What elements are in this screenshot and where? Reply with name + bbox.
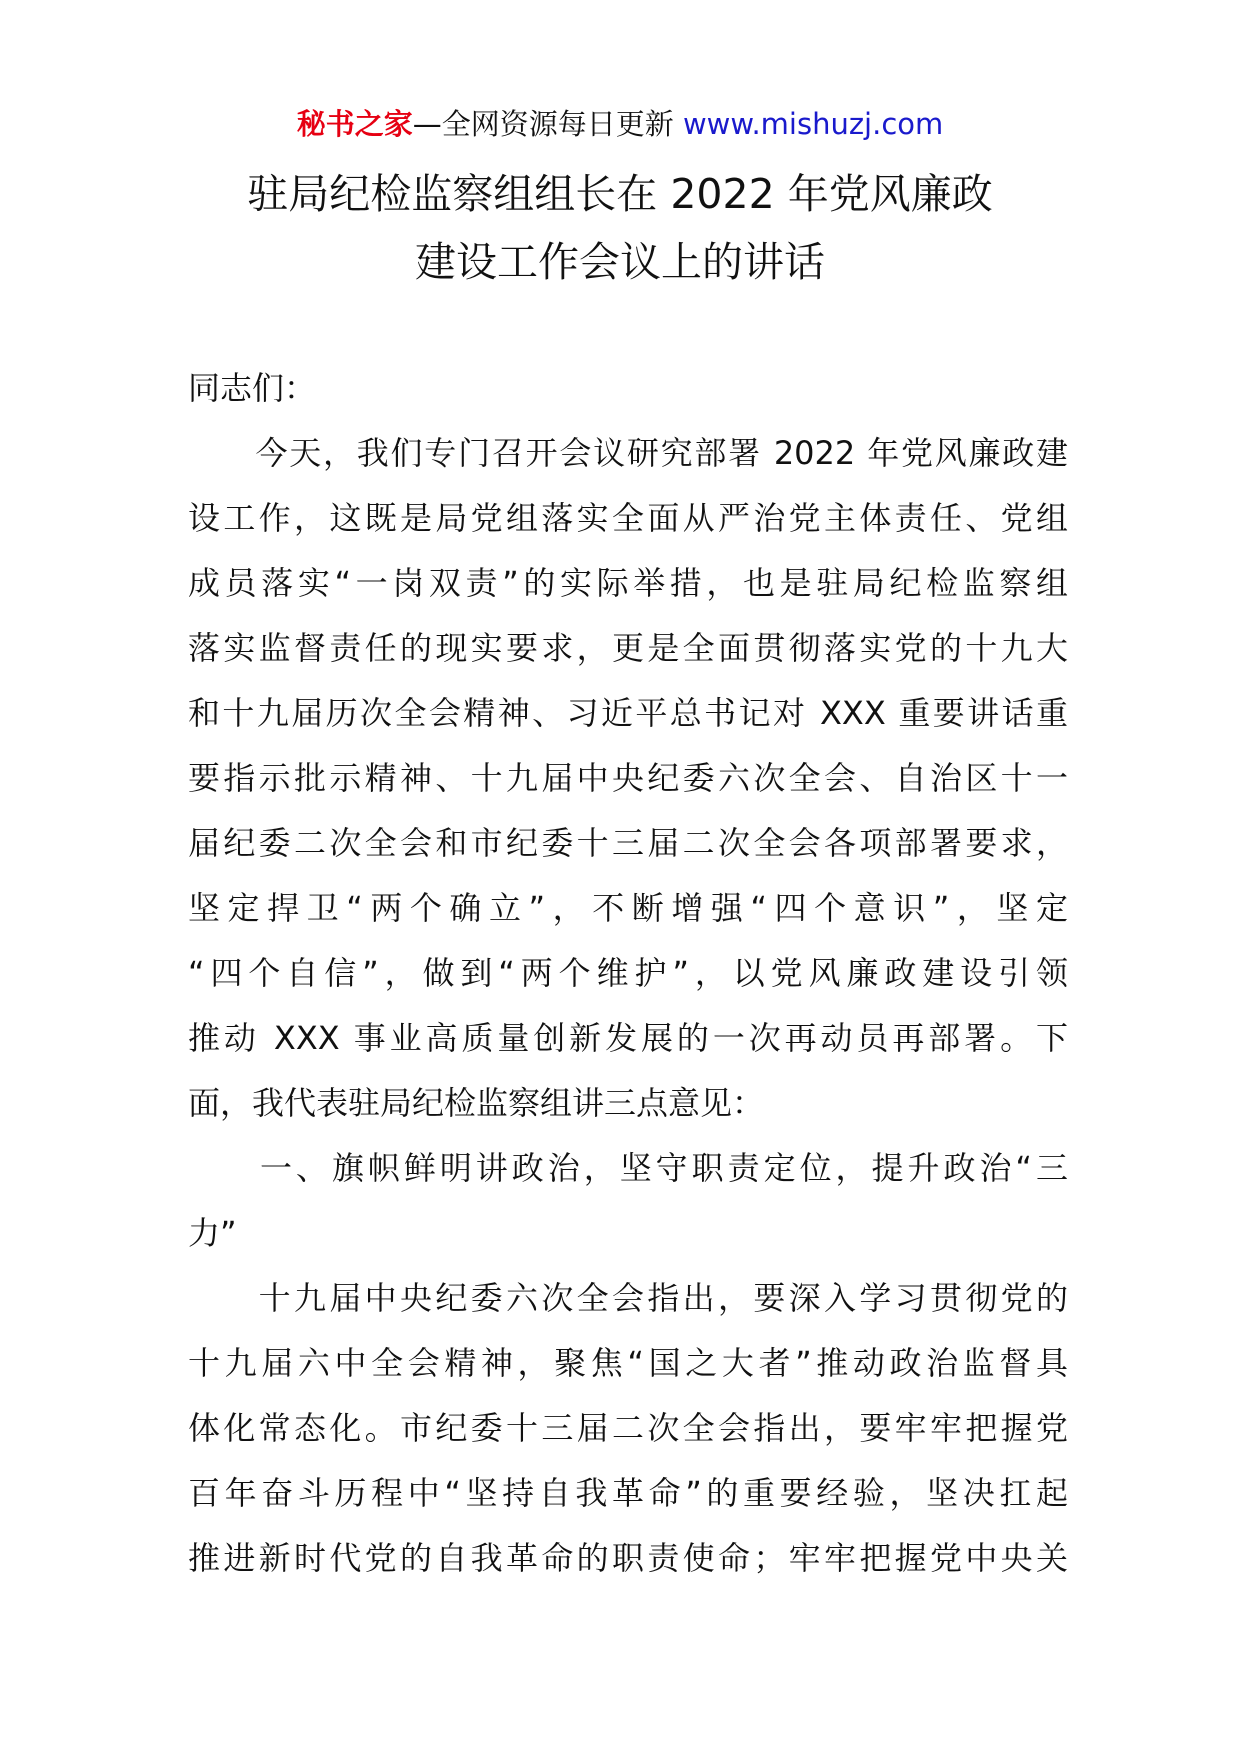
site-url-link[interactable]: www.mishuzj.com <box>682 107 944 141</box>
body-line: 百年奋斗历程中“坚持自我革命”的重要经验，坚决扛起 <box>188 1474 1068 1512</box>
body-line: 设工作，这既是局党组落实全面从严治党主体责任、党组 <box>188 499 1068 537</box>
body-line: 十九届中央纪委六次全会指出，要深入学习贯彻党的 <box>188 1279 1068 1317</box>
body-line: 推进新时代党的自我革命的职责使命；牢牢把握党中央关 <box>188 1539 1068 1577</box>
section-heading: 一、旗帜鲜明讲政治，坚守职责定位，提升政治“三 <box>188 1149 1068 1187</box>
body-line: 坚定捍卫“两个确立”，不断增强“四个意识”，坚定 <box>188 889 1068 927</box>
greeting: 同志们： <box>188 369 317 407</box>
section-heading: 力” <box>188 1214 237 1252</box>
site-banner <box>0 104 1240 144</box>
title-line: 驻局纪检监察组组长在 2022 年党风廉政 <box>247 170 993 218</box>
body-line: 推动 XXX 事业高质量创新发展的一次再动员再部署。下 <box>188 1019 1068 1057</box>
body-line: 面，我代表驻局纪检监察组讲三点意见： <box>188 1084 765 1122</box>
document-title <box>150 160 1090 296</box>
body-line: 十九届六中全会精神，聚焦“国之大者”推动政治监督具 <box>188 1344 1068 1382</box>
body-line: “四个自信”，做到“两个维护”，以党风廉政建设引领 <box>188 954 1068 992</box>
document-body <box>188 356 1068 1591</box>
body-line: 成员落实“一岗双责”的实际举措，也是驻局纪检监察组 <box>188 564 1068 602</box>
body-line: 体化常态化。市纪委十三届二次全会指出，要牢牢把握党 <box>188 1409 1068 1447</box>
body-line: 届纪委二次全会和市纪委十三届二次全会各项部署要求， <box>188 824 1068 862</box>
body-line: 落实监督责任的现实要求，更是全面贯彻落实党的十九大 <box>188 629 1068 667</box>
body-line: 和十九届历次全会精神、习近平总书记对 XXX 重要讲话重 <box>188 694 1068 732</box>
title-line: 建设工作会议上的讲话 <box>415 238 825 286</box>
banner-tagline: —全网资源每日更新 <box>412 107 683 141</box>
brand-name: 秘书之家 <box>296 107 413 141</box>
body-line: 今天，我们专门召开会议研究部署 2022 年党风廉政建 <box>188 434 1068 472</box>
body-line: 要指示批示精神、十九届中央纪委六次全会、自治区十一 <box>188 759 1068 797</box>
